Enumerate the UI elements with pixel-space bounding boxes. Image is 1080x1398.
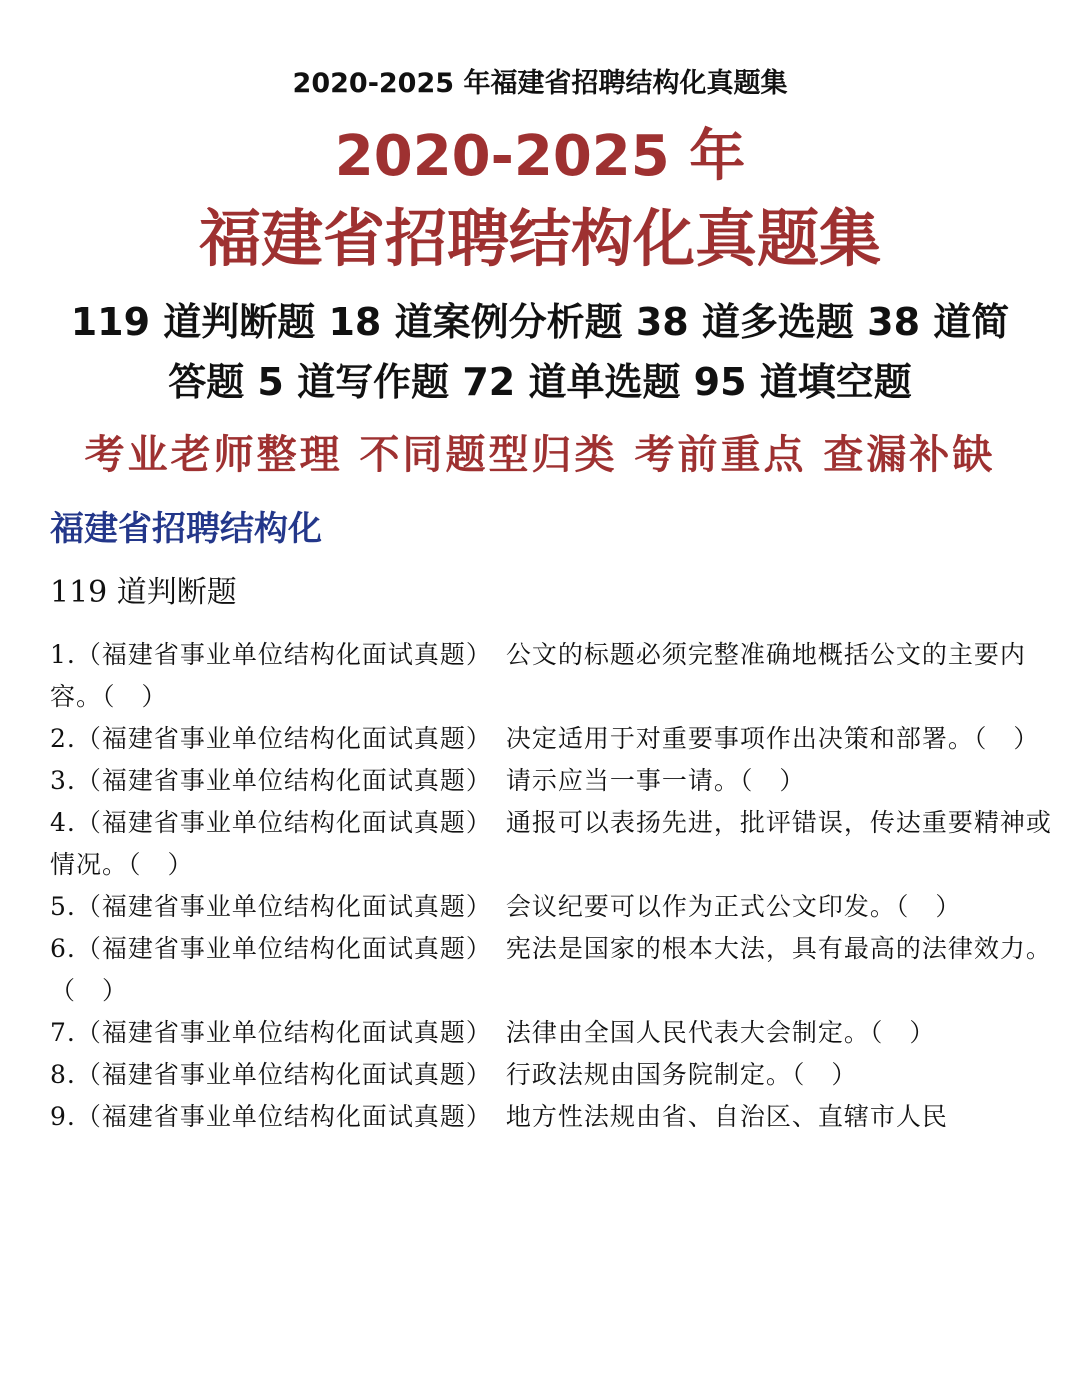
question-number: 6.	[50, 934, 76, 963]
question-item	[50, 1096, 1060, 1138]
question-item	[50, 928, 1060, 1012]
question-item	[50, 1054, 1060, 1096]
question-number: 1.	[50, 640, 76, 669]
question-text: 宪法是国家的根本大法，具有最高的法律效力。（ ）	[50, 934, 1052, 1005]
question-source: （福建省事业单位结构化面试真题）	[75, 808, 492, 837]
question-item	[50, 760, 1060, 802]
question-summary-line-1: 119 道判断题 18 道案例分析题 38 道多选题 38 道简	[70, 300, 1010, 344]
question-number: 3.	[50, 766, 76, 795]
question-text: 地方性法规由省、自治区、直辖市人民	[505, 1102, 948, 1131]
question-text: 通报可以表扬先进，批评错误，传达重要精神或情况。（ ）	[50, 808, 1052, 879]
question-number: 7.	[50, 1018, 76, 1047]
question-number: 4.	[50, 808, 76, 837]
main-title-name: 福建省招聘结构化真题集	[198, 202, 881, 275]
question-text: 法律由全国人民代表大会制定。（ ）	[505, 1018, 936, 1047]
question-item	[50, 634, 1060, 718]
question-item	[50, 802, 1060, 886]
question-source: （福建省事业单位结构化面试真题）	[75, 892, 492, 921]
question-text: 决定适用于对重要事项作出决策和部署。（ ）	[505, 724, 1040, 753]
main-title-year: 2020-2025 年	[334, 124, 746, 189]
question-source: （福建省事业单位结构化面试真题）	[75, 1060, 492, 1089]
question-number: 8.	[50, 1060, 76, 1089]
question-source: （福建省事业单位结构化面试真题）	[75, 640, 492, 669]
question-item	[50, 886, 1060, 928]
question-source: （福建省事业单位结构化面试真题）	[75, 766, 492, 795]
page-header-title: 2020-2025 年福建省招聘结构化真题集	[292, 68, 788, 99]
question-source: （福建省事业单位结构化面试真题）	[75, 1102, 492, 1131]
question-text: 行政法规由国务院制定。（ ）	[505, 1060, 858, 1089]
question-item	[50, 1012, 1060, 1054]
question-text: 公文的标题必须完整准确地概括公文的主要内容。（ ）	[50, 640, 1026, 711]
question-number: 5.	[50, 892, 76, 921]
question-item	[50, 718, 1060, 760]
question-summary-line-2: 答题 5 道写作题 72 道单选题 95 道填空题	[168, 360, 912, 404]
question-source: （福建省事业单位结构化面试真题）	[75, 1018, 492, 1047]
question-source: （福建省事业单位结构化面试真题）	[75, 934, 492, 963]
section-heading: 福建省招聘结构化	[50, 509, 322, 549]
question-text: 会议纪要可以作为正式公文印发。（ ）	[505, 892, 962, 921]
question-number: 9.	[50, 1102, 76, 1131]
slogan: 考业老师整理 不同题型归类 考前重点 查漏补缺	[84, 431, 996, 478]
question-text: 请示应当一事一请。（ ）	[505, 766, 806, 795]
question-number: 2.	[50, 724, 76, 753]
question-list	[50, 634, 1060, 1138]
subsection-heading: 119 道判断题	[50, 575, 237, 610]
question-source: （福建省事业单位结构化面试真题）	[75, 724, 492, 753]
